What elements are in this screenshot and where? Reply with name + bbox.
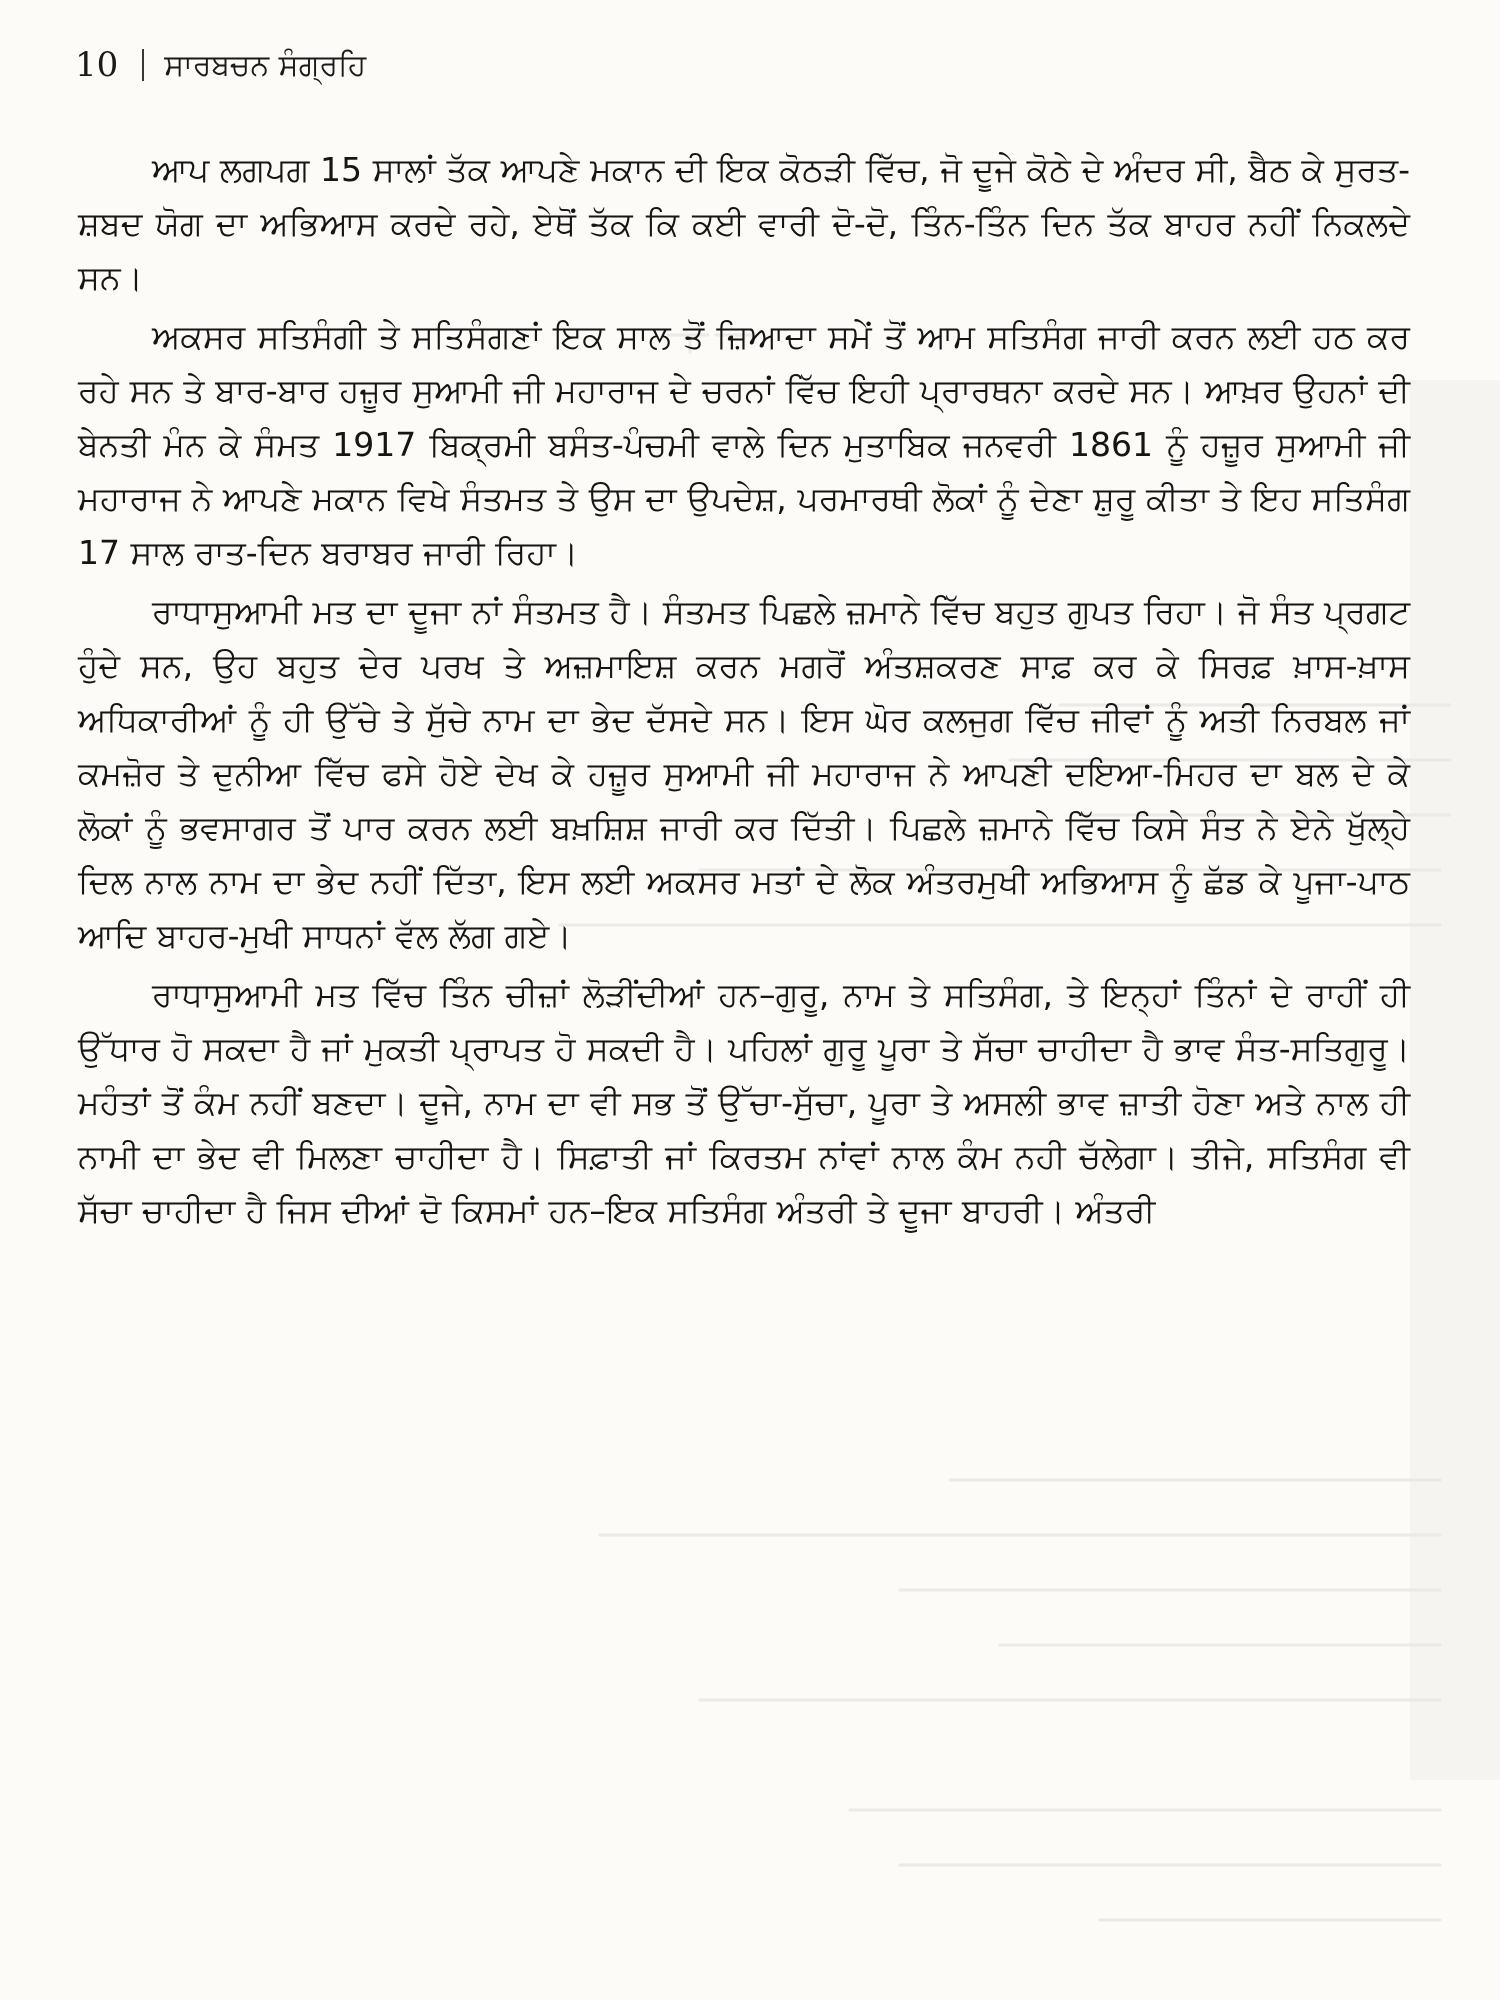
paragraph-3: ਰਾਧਾਸੁਆਮੀ ਮਤ ਦਾ ਦੂਜਾ ਨਾਂ ਸੰਤਮਤ ਹੈ। ਸੰਤਮਤ ਪਿਛਲੇ ਜ਼ਮਾਨੇ ਵਿੱਚ ਬਹੁਤ ਗੁਪਤ ਰਿਹਾ। ਜੋ ਸੰਤ ਪ੍ਰਗਟ ਹੁੰਦੇ ਸਨ, ਉਹ ਬਹੁਤ ਦੇਰ ਪਰਖ ਤੇ ਅਜ਼ਮਾਇਸ਼ ਕਰਨ ਮਗਰੋਂ ਅੰਤਸ਼ਕਰਣ ਸਾਫ਼ ਕਰ ਕੇ ਸਿਰਫ਼ ਖ਼ਾਸ-ਖ਼ਾਸ ਅਧਿਕਾਰੀਆਂ ਨੂੰ ਹੀ ਉੱਚੇ ਤੇ ਸੁੱਚੇ ਨਾਮ ਦਾ ਭੇਦ ਦੱਸਦੇ ਸਨ। ਇਸ ਘੋਰ ਕਲਜੁਗ ਵਿੱਚ ਜੀਵਾਂ ਨੂੰ ਅਤੀ ਨਿਰਬਲ ਜਾਂ ਕਮਜ਼ੋਰ ਤੇ ਦੁਨੀਆ ਵਿੱਚ ਫਸੇ ਹੋਏ ਦੇਖ ਕੇ ਹਜ਼ੂਰ ਸੁਆਮੀ ਜੀ ਮਹਾਰਾਜ ਨੇ ਆਪਣੀ ਦਇਆ-ਮਿਹਰ ਦਾ ਬਲ ਦੇ ਕੇ ਲੋਕਾਂ ਨੂੰ ਭਵਸਾਗਰ ਤੋਂ ਪਾਰ ਕਰਨ ਲਈ ਬਖ਼ਸ਼ਿਸ਼ ਜਾਰੀ ਕਰ ਦਿੱਤੀ। ਪਿਛਲੇ ਜ਼ਮਾਨੇ ਵਿੱਚ ਕਿਸੇ ਸੰਤ ਨੇ ਏਨੇ ਖੁੱਲ੍ਹੇ ਦਿਲ ਨਾਲ ਨਾਮ ਦਾ ਭੇਦ ਨਹੀਂ ਦਿੱਤਾ, ਇਸ ਲਈ ਅਕਸਰ ਮਤਾਂ ਦੇ ਲੋਕ ਅੰਤਰਮੁਖੀ ਅਭਿਆਸ ਨੂੰ ਛੱਡ ਕੇ ਪੂਜਾ-ਪਾਠ ਆਦਿ ਬਾਹਰ-ਮੁਖੀ ਸਾਧਨਾਂ ਵੱਲ ਲੱਗ ਗਏ। [78,592,1410,955]
body-text [78,143,1410,1238]
paragraph-2: ਅਕਸਰ ਸਤਿਸੰਗੀ ਤੇ ਸਤਿਸੰਗਣਾਂ ਇਕ ਸਾਲ ਤੋਂ ਜ਼ਿਆਦਾ ਸਮੇਂ ਤੋਂ ਆਮ ਸਤਿਸੰਗ ਜਾਰੀ ਕਰਨ ਲਈ ਹਠ ਕਰ ਰਹੇ ਸਨ ਤੇ ਬਾਰ-ਬਾਰ ਹਜ਼ੂਰ ਸੁਆਮੀ ਜੀ ਮਹਾਰਾਜ ਦੇ ਚਰਨਾਂ ਵਿੱਚ ਇਹੀ ਪ੍ਰਾਰਥਨਾ ਕਰਦੇ ਸਨ। ਆਖ਼ਰ ਉਹਨਾਂ ਦੀ ਬੇਨਤੀ ਮੰਨ ਕੇ ਸੰਮਤ 1917 ਬਿਕ੍ਰਮੀ ਬਸੰਤ-ਪੰਚਮੀ ਵਾਲੇ ਦਿਨ ਮੁਤਾਬਿਕ ਜਨਵਰੀ 1861 ਨੂੰ ਹਜ਼ੂਰ ਸੁਆਮੀ ਜੀ ਮਹਾਰਾਜ ਨੇ ਆਪਣੇ ਮਕਾਨ ਵਿਖੇ ਸੰਤਮਤ ਤੇ ਉਸ ਦਾ ਉਪਦੇਸ਼, ਪਰਮਾਰਥੀ ਲੋਕਾਂ ਨੂੰ ਦੇਣਾ ਸ਼ੁਰੂ ਕੀਤਾ ਤੇ ਇਹ ਸਤਿਸੰਗ 17 ਸਾਲ ਰਾਤ-ਦਿਨ ਬਰਾਬਰ ਜਾਰੀ ਰਿਹਾ। [78,317,1410,572]
running-title: ਸਾਰਬਚਨ ਸੰਗ੍ਰਹਿ [164,47,367,83]
header-divider [142,49,144,81]
page-number: 10 [75,45,119,85]
page-header [75,40,366,90]
paragraph-4: ਰਾਧਾਸੁਆਮੀ ਮਤ ਵਿੱਚ ਤਿੰਨ ਚੀਜ਼ਾਂ ਲੋੜੀਂਦੀਆਂ ਹਨ–ਗੁਰੂ, ਨਾਮ ਤੇ ਸਤਿਸੰਗ, ਤੇ ਇਨ੍ਹਾਂ ਤਿੰਨਾਂ ਦੇ ਰਾਹੀਂ ਹੀ ਉੱਧਾਰ ਹੋ ਸਕਦਾ ਹੈ ਜਾਂ ਮੁਕਤੀ ਪ੍ਰਾਪਤ ਹੋ ਸਕਦੀ ਹੈ। ਪਹਿਲਾਂ ਗੁਰੂ ਪੂਰਾ ਤੇ ਸੱਚਾ ਚਾਹੀਦਾ ਹੈ ਭਾਵ ਸੰਤ-ਸਤਿਗੁਰੂ। ਮਹੰਤਾਂ ਤੋਂ ਕੰਮ ਨਹੀਂ ਬਣਦਾ। ਦੂਜੇ, ਨਾਮ ਦਾ ਵੀ ਸਭ ਤੋਂ ਉੱਚਾ-ਸੁੱਚਾ, ਪੂਰਾ ਤੇ ਅਸਲੀ ਭਾਵ ਜ਼ਾਤੀ ਹੋਣਾ ਅਤੇ ਨਾਲ ਹੀ ਨਾਮੀ ਦਾ ਭੇਦ ਵੀ ਮਿਲਣਾ ਚਾਹੀਦਾ ਹੈ। ਸਿਫ਼ਾਤੀ ਜਾਂ ਕਿਰਤਮ ਨਾਂਵਾਂ ਨਾਲ ਕੰਮ ਨਹੀ ਚੱਲੇਗਾ। ਤੀਜੇ, ਸਤਿਸੰਗ ਵੀ ਸੱਚਾ ਚਾਹੀਦਾ ਹੈ ਜਿਸ ਦੀਆਂ ਦੋ ਕਿਸਮਾਂ ਹਨ–ਇਕ ਸਤਿਸੰਗ ਅੰਤਰੀ ਤੇ ਦੂਜਾ ਬਾਹਰੀ। ਅੰਤਰੀ [78,975,1410,1230]
paragraph-1: ਆਪ ਲਗਪਗ 15 ਸਾਲਾਂ ਤੱਕ ਆਪਣੇ ਮਕਾਨ ਦੀ ਇਕ ਕੋਠੜੀ ਵਿੱਚ, ਜੋ ਦੂਜੇ ਕੋਠੇ ਦੇ ਅੰਦਰ ਸੀ, ਬੈਠ ਕੇ ਸੁਰਤ-ਸ਼ਬਦ ਯੋਗ ਦਾ ਅਭਿਆਸ ਕਰਦੇ ਰਹੇ, ਏਥੋਂ ਤੱਕ ਕਿ ਕਈ ਵਾਰੀ ਦੋ-ਦੋ, ਤਿੰਨ-ਤਿੰਨ ਦਿਨ ਤੱਕ ਬਾਹਰ ਨਹੀਂ ਨਿਕਲਦੇ ਸਨ। [78,150,1410,297]
